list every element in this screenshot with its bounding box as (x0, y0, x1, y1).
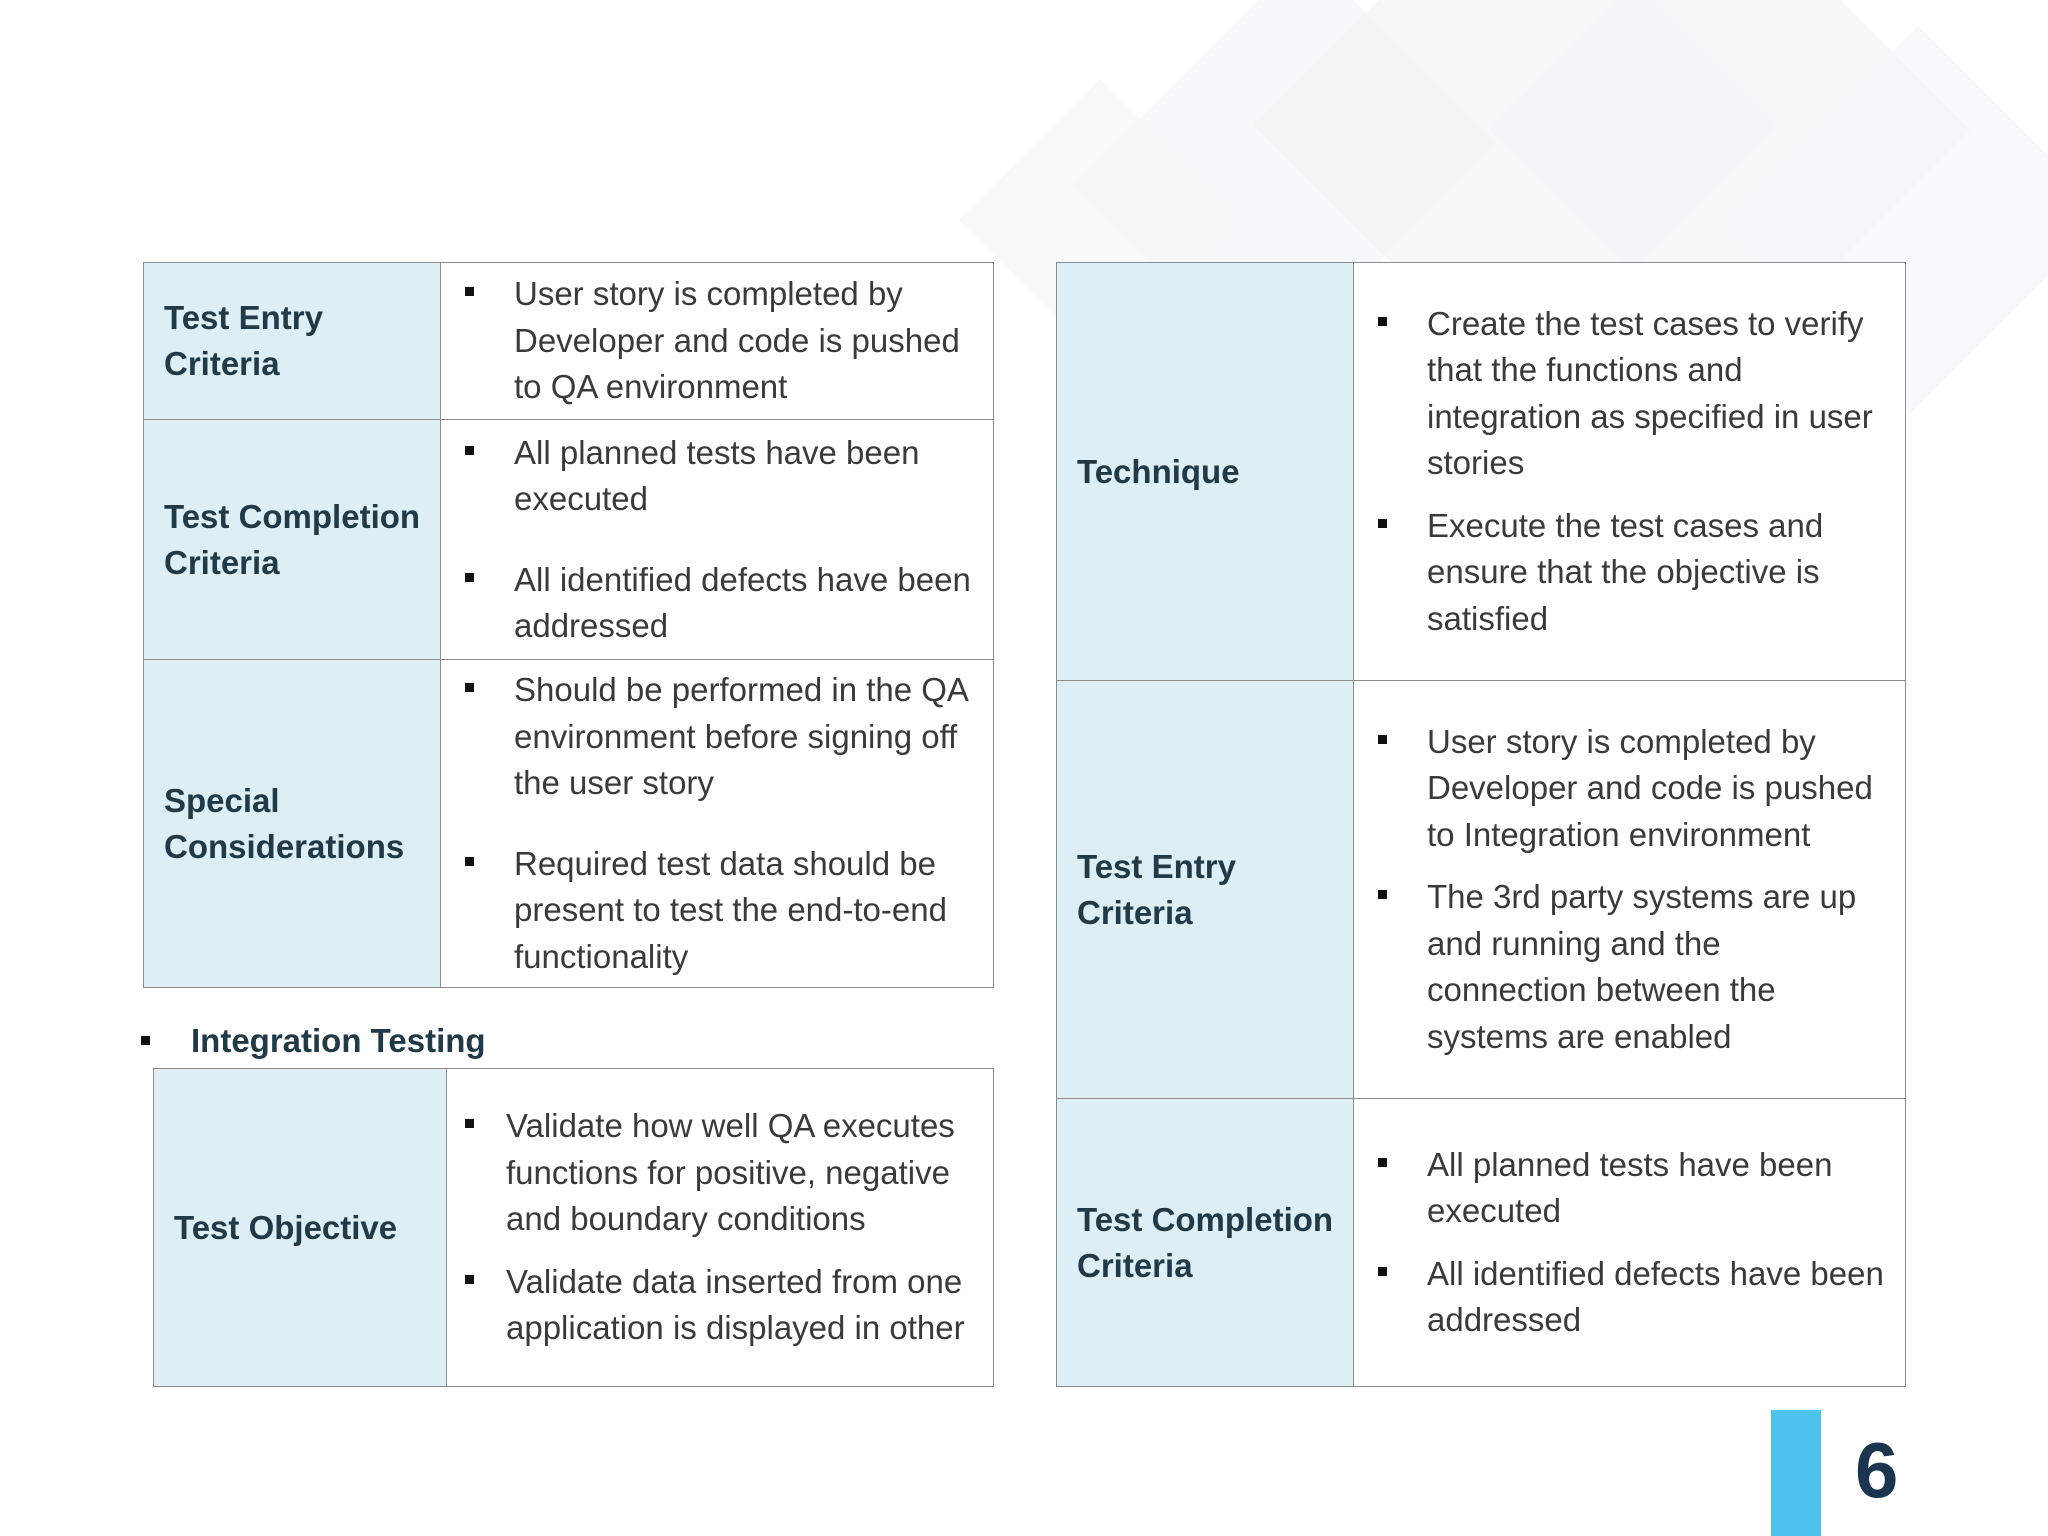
test-objective-content (447, 1069, 994, 1387)
bullet-square-icon (465, 287, 474, 296)
table-row (154, 1069, 994, 1387)
integration-test-entry-criteria-label: Test Entry Criteria (1057, 681, 1354, 1099)
bullet-square-icon (1378, 317, 1387, 326)
table-row (144, 420, 994, 660)
bullet-square-icon (465, 683, 474, 692)
test-completion-criteria-label: Test Completion Criteria (144, 420, 441, 660)
list-item: Validate data inserted from one application is displayed in other (447, 1259, 993, 1352)
bullet-square-icon (1378, 735, 1387, 744)
list-item: All identified defects have been addressed (1354, 1251, 1905, 1344)
integration-details-table (1056, 262, 1906, 1387)
table-row (1057, 1099, 1906, 1387)
list-item: Required test data should be present to test the end-to-end functionality (441, 841, 993, 981)
test-completion-criteria-content (441, 420, 994, 660)
list-item: Execute the test cases and ensure that the objective is satisfied (1354, 503, 1905, 643)
bullet-square-icon (1378, 519, 1387, 528)
bullet-square-icon (465, 1275, 474, 1284)
unit-testing-table (143, 262, 994, 988)
test-entry-criteria-content (441, 263, 994, 420)
list-item: Validate how well QA executes functions for positive, negative and boundary conditions (447, 1103, 993, 1243)
bullet-square-icon (465, 857, 474, 866)
page-accent-bar (1771, 1410, 1821, 1536)
list-item: All planned tests have been executed (1354, 1142, 1905, 1235)
list-item: User story is completed by Developer and code is pushed to Integration environment (1354, 719, 1905, 859)
integration-testing-heading: Integration Testing (141, 1018, 486, 1064)
page-number: 6 (1855, 1426, 1899, 1514)
bullet-square-icon (1378, 1158, 1387, 1167)
test-entry-criteria-label: Test Entry Criteria (144, 263, 441, 420)
bullet-square-icon (465, 573, 474, 582)
list-item: Should be performed in the QA environment before signing off the user story (441, 667, 993, 807)
technique-content (1354, 263, 1906, 681)
integration-objective-table (153, 1068, 994, 1387)
list-item: User story is completed by Developer and code is pushed to QA environment (441, 271, 993, 411)
integration-test-completion-criteria-content (1354, 1099, 1906, 1387)
table-row (1057, 681, 1906, 1099)
bullet-square-icon (465, 446, 474, 455)
table-row (144, 660, 994, 988)
integration-test-entry-criteria-content (1354, 681, 1906, 1099)
integration-test-completion-criteria-label: Test Completion Criteria (1057, 1099, 1354, 1387)
bullet-square-icon (141, 1036, 150, 1045)
table-row (144, 263, 994, 420)
bullet-square-icon (1378, 890, 1387, 899)
technique-label: Technique (1057, 263, 1354, 681)
special-considerations-label: Special Considerations (144, 660, 441, 988)
list-item: All identified defects have been addressed (441, 557, 993, 650)
bullet-square-icon (465, 1119, 474, 1128)
list-item: All planned tests have been executed (441, 430, 993, 523)
special-considerations-content (441, 660, 994, 988)
list-item: Create the test cases to verify that the functions and integration as specified in user stories (1354, 301, 1905, 487)
list-item: The 3rd party systems are up and running and the connection between the systems are enabled (1354, 874, 1905, 1060)
table-row (1057, 263, 1906, 681)
test-objective-label: Test Objective (154, 1069, 447, 1387)
bullet-square-icon (1378, 1267, 1387, 1276)
